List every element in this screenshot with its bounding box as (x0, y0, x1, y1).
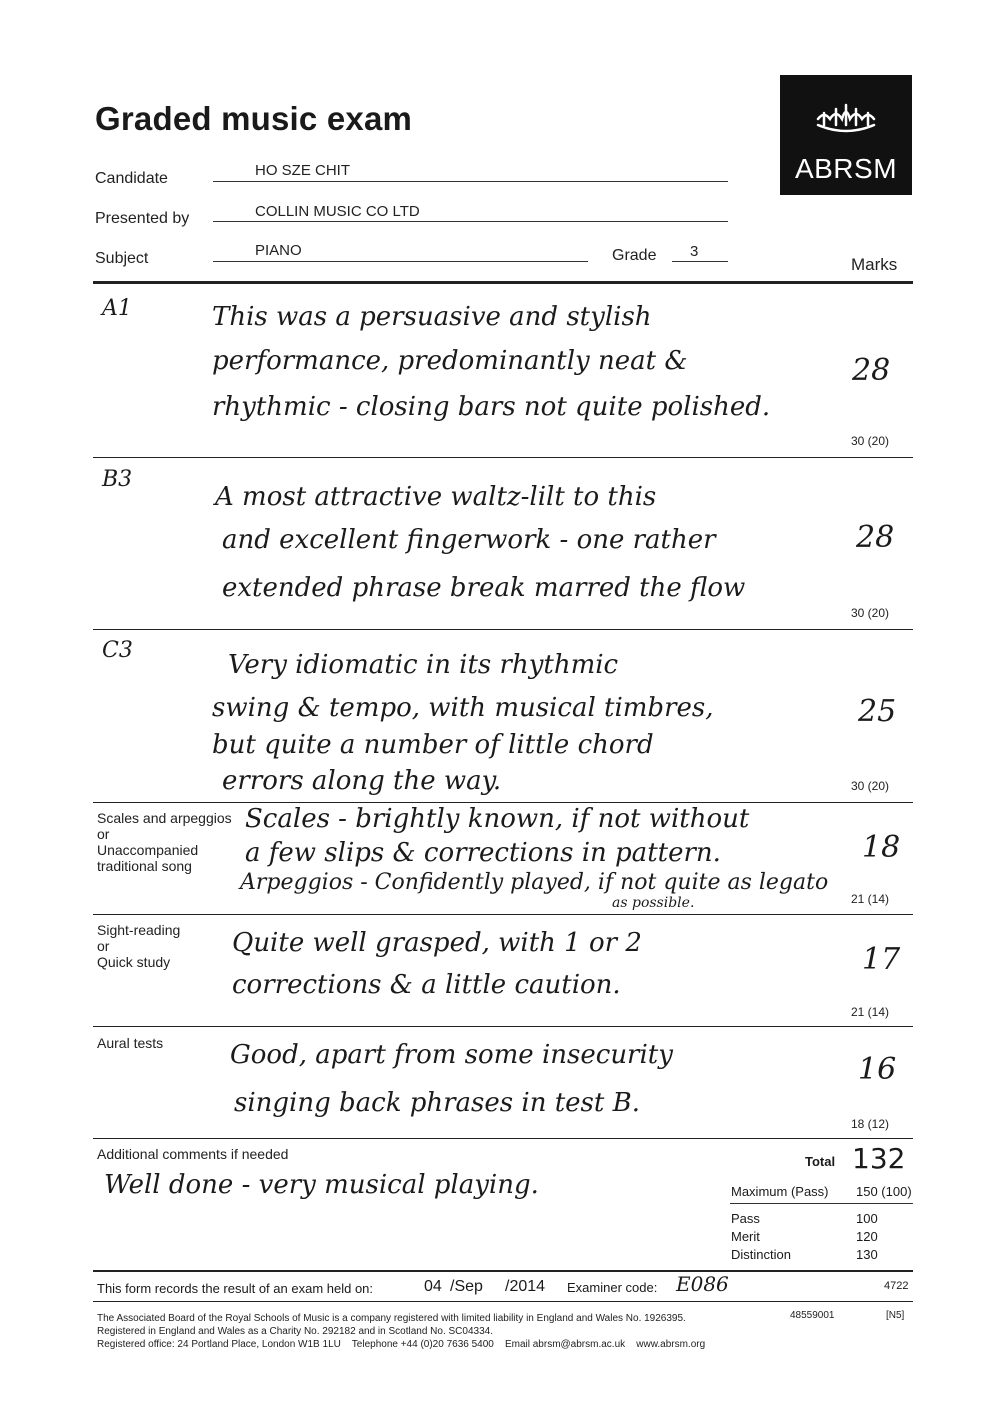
exam-date-day: 04 (424, 1278, 442, 1295)
examiner-code: E086 (676, 1272, 729, 1296)
section-divider (93, 914, 913, 915)
section-label: Sight-reading or Quick study (97, 922, 181, 970)
examiner-label: Examiner code: (567, 1280, 658, 1295)
reference-code: [N5] (886, 1310, 905, 1321)
comment-line: as possible. (612, 895, 695, 911)
grade-label: Grade (612, 247, 657, 264)
section-label: Scales and arpeggios or Unaccompanied traditional song (97, 810, 232, 874)
section-label: A1 (102, 296, 132, 321)
section-max: 21 (14) (851, 892, 890, 906)
exam-date-year: /2014 (505, 1278, 546, 1295)
candidate-line (213, 181, 728, 182)
section-max: 21 (14) (851, 1005, 890, 1019)
section-divider (93, 457, 913, 458)
merit-value: 120 (856, 1229, 878, 1244)
abrsm-logo (780, 75, 912, 195)
comment-line: a few slips & corrections in pattern. (245, 838, 721, 868)
comment-line: Good, apart from some insecurity (230, 1040, 673, 1070)
comment-line: corrections & a little caution. (232, 970, 621, 1000)
section-max: 30 (20) (851, 606, 890, 620)
comment-line: Very idiomatic in its rhythmic (228, 650, 619, 680)
comment-line: and excellent fingerwork - one rather (222, 525, 716, 555)
pass-value: 100 (856, 1211, 878, 1226)
comment-line: A most attractive waltz-lilt to this (215, 482, 657, 512)
section-divider (93, 1138, 913, 1139)
comment-line: extended phrase break marred the flow (222, 573, 746, 603)
section-label: B3 (102, 467, 133, 492)
record-text: This form records the result of an exam held on: (97, 1281, 374, 1296)
subject-line (213, 261, 588, 262)
section-max: 18 (12) (851, 1117, 890, 1131)
comment-line: Quite well grasped, with 1 or 2 (232, 928, 642, 958)
page-title: Graded music exam (95, 100, 413, 137)
marks-header: Marks (851, 255, 898, 274)
comment-line: rhythmic - closing bars not quite polished. (212, 392, 771, 422)
section-divider (93, 629, 913, 630)
comment-line: This was a persuasive and stylish (212, 302, 652, 332)
total-label: Total (805, 1154, 836, 1169)
distinction-label: Distinction (731, 1247, 791, 1262)
total-value: 132 (852, 1142, 906, 1175)
comment-line: singing back phrases in test B. (234, 1088, 640, 1118)
comment-line: Arpeggios - Confidently played, if not quite as legato (240, 870, 829, 895)
section-mark: 16 (858, 1052, 897, 1087)
section-max: 30 (20) (851, 779, 890, 793)
legal-line: The Associated Board of the Royal Schools of Music is a company registered with limited liability in England and Wales No. 1926395. (97, 1313, 686, 1324)
comment-line: but quite a number of little chord (212, 730, 654, 760)
subject-label: Subject (95, 250, 149, 267)
section-max: 30 (20) (851, 434, 890, 448)
additional-label: Additional comments if needed (97, 1146, 289, 1162)
comment-line: errors along the way. (222, 766, 502, 796)
logo-text: ABRSM (794, 153, 898, 184)
footer-rule (93, 1270, 913, 1272)
section-label: C3 (102, 638, 133, 663)
merit-label: Merit (731, 1229, 760, 1244)
comment-line: swing & tempo, with musical timbres, (212, 693, 714, 723)
reference-number: 48559001 (790, 1310, 835, 1321)
section-mark: 28 (852, 353, 891, 388)
section-divider (93, 802, 913, 803)
header-rule (93, 281, 913, 284)
section-mark: 17 (862, 942, 901, 977)
comment-line: performance, predominantly neat & (212, 346, 688, 376)
max-label: Maximum (Pass) (731, 1184, 829, 1199)
additional-text: Well done - very musical playing. (104, 1170, 539, 1200)
section-mark: 25 (858, 694, 897, 729)
candidate-value: HO SZE CHIT (255, 162, 351, 179)
record-rule (93, 1301, 913, 1302)
section-divider (93, 1026, 913, 1027)
grade-line (672, 261, 728, 262)
totals-line (730, 1203, 913, 1204)
legal-line: Registered in England and Wales as a Charity No. 292182 and in Scotland No. SC04334. (97, 1326, 493, 1337)
section-mark: 18 (862, 830, 901, 865)
comment-line: Scales - brightly known, if not without (245, 804, 750, 834)
grade-value: 3 (690, 243, 699, 260)
pass-label: Pass (731, 1211, 760, 1226)
exam-date-month: /Sep (450, 1278, 483, 1295)
presented-by-label: Presented by (95, 210, 190, 227)
presented-by-line (213, 221, 728, 222)
section-mark: 28 (856, 520, 895, 555)
distinction-value: 130 (856, 1247, 878, 1262)
form-number: 4722 (884, 1280, 909, 1292)
section-label: Aural tests (97, 1035, 164, 1051)
candidate-label: Candidate (95, 170, 168, 187)
crown-icon (780, 75, 912, 145)
presented-by-value: COLLIN MUSIC CO LTD (255, 203, 420, 220)
max-value: 150 (100) (856, 1184, 912, 1199)
subject-value: PIANO (255, 242, 302, 259)
legal-line: Registered office: 24 Portland Place, London W1B 1LU Telephone +44 (0)20 7636 5400 Email abrsm@abrsm.ac.uk www.abrsm.org (97, 1339, 706, 1350)
